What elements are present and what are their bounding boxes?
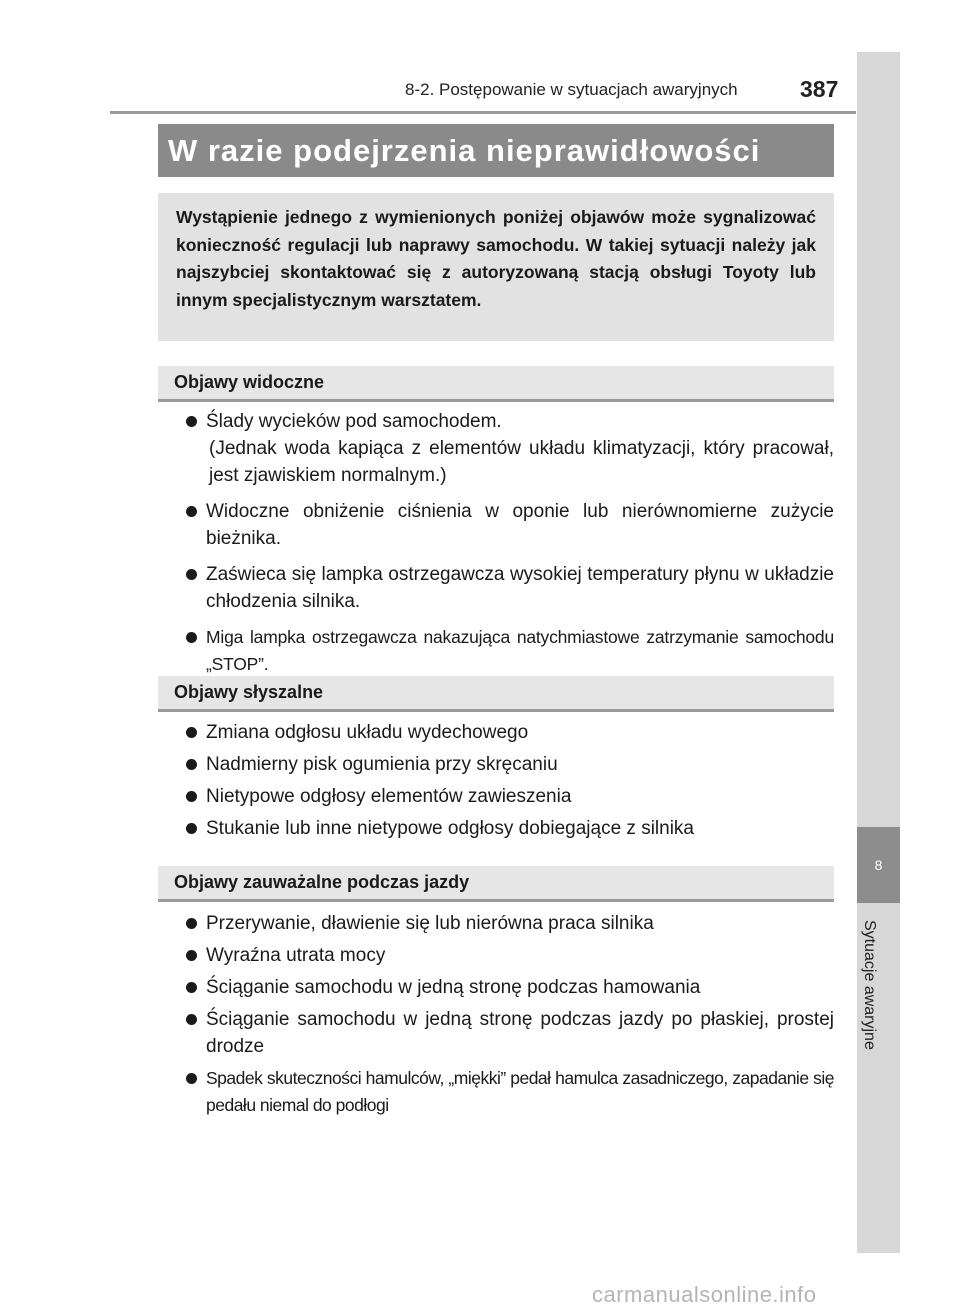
section-heading-audible: Objawy słyszalne (158, 676, 834, 712)
list-item (186, 561, 834, 615)
list-driving-symptoms (186, 910, 834, 1119)
list-item-text: Wyraźna utrata mocy (206, 945, 386, 966)
list-audible-symptoms (186, 719, 834, 842)
list-item (186, 974, 834, 1001)
list-item-text: Stukanie lub inne nietypowe odgłosy dobiegające z silnika (206, 818, 694, 839)
bullet-icon (186, 982, 197, 993)
list-visible-symptoms (186, 408, 834, 678)
bullet-icon (186, 759, 197, 770)
bullet-icon (186, 632, 197, 643)
bullet-icon (186, 506, 197, 517)
bullet-icon (186, 1014, 197, 1025)
list-item (186, 624, 834, 678)
section-heading-driving: Objawy zauważalne podczas jazdy (158, 866, 834, 902)
list-item-text: Zmiana odgłosu układu wydechowego (206, 722, 529, 743)
list-item-text: Nietypowe odgłosy elementów zawieszenia (206, 786, 572, 807)
page-title: W razie podejrzenia nieprawidłowości (158, 124, 834, 177)
bullet-icon (186, 950, 197, 961)
list-item-text: Nadmierny pisk ogumienia przy skręcaniu (206, 754, 558, 775)
bullet-icon (186, 416, 197, 427)
list-item-text: Przerywanie, dławienie się lub nierówna praca silnika (206, 913, 654, 934)
header-divider (110, 111, 856, 114)
list-item-text: Ślady wycieków pod samochodem. (206, 411, 502, 432)
list-item (186, 815, 834, 842)
list-item-text: Miga lampka ostrzegawcza nakazująca natychmiastowe zatrzymanie samochodu „STOP”. (206, 627, 834, 674)
list-item-text: Ściąganie samochodu w jedną stronę podczas hamowania (206, 977, 701, 998)
list-item (186, 751, 834, 778)
list-item (186, 783, 834, 810)
running-header: 8-2. Postępowanie w sytuacjach awaryjnych (405, 80, 738, 99)
side-tab-upper (857, 52, 900, 827)
page-number: 387 (800, 76, 839, 102)
bullet-icon (186, 569, 197, 580)
list-item (186, 719, 834, 746)
list-item (186, 1006, 834, 1060)
bullet-icon (186, 727, 197, 738)
list-item-text: Zaświeca się lampka ostrzegawcza wysokiej temperatury płynu w układzie chłodzenia silnika. (206, 564, 834, 612)
list-item (186, 498, 834, 552)
list-item-text: Spadek skuteczności hamulców, „miękki” pedał hamulca zasadniczego, zapadanie się pedału niemal do podłogi (206, 1068, 834, 1115)
intro-text: Wystąpienie jednego z wymienionych poniżej objawów może sygnalizować konieczność regulacji lub naprawy samochodu. W takiej sytuacji należy jak najszybciej skontaktować się z autoryzowaną stacją obsługi Toyoty lub innym specjalistycznym warsztatem. (176, 207, 816, 310)
list-item (186, 1065, 834, 1119)
bullet-icon (186, 918, 197, 929)
list-item-text: Widoczne obniżenie ciśnienia w oponie lub nierównomierne zużycie bieżnika. (206, 501, 834, 549)
bullet-icon (186, 1073, 197, 1084)
list-item (186, 408, 834, 489)
watermark: carmanualsonline.info (592, 1282, 817, 1307)
list-item-note: (Jednak woda kapiąca z elementów układu klimatyzacji, który pracował, jest zjawiskiem normalnym.) (209, 438, 834, 486)
chapter-number-tab: 8 (857, 827, 900, 903)
list-item-text: Ściąganie samochodu w jedną stronę podczas jazdy po płaskiej, prostej drodze (206, 1009, 834, 1057)
bullet-icon (186, 791, 197, 802)
chapter-label: Sytuacje awaryjne (861, 920, 878, 1050)
bullet-icon (186, 823, 197, 834)
list-item (186, 942, 834, 969)
list-item (186, 910, 834, 937)
intro-box (158, 193, 834, 341)
section-heading-visible: Objawy widoczne (158, 366, 834, 402)
